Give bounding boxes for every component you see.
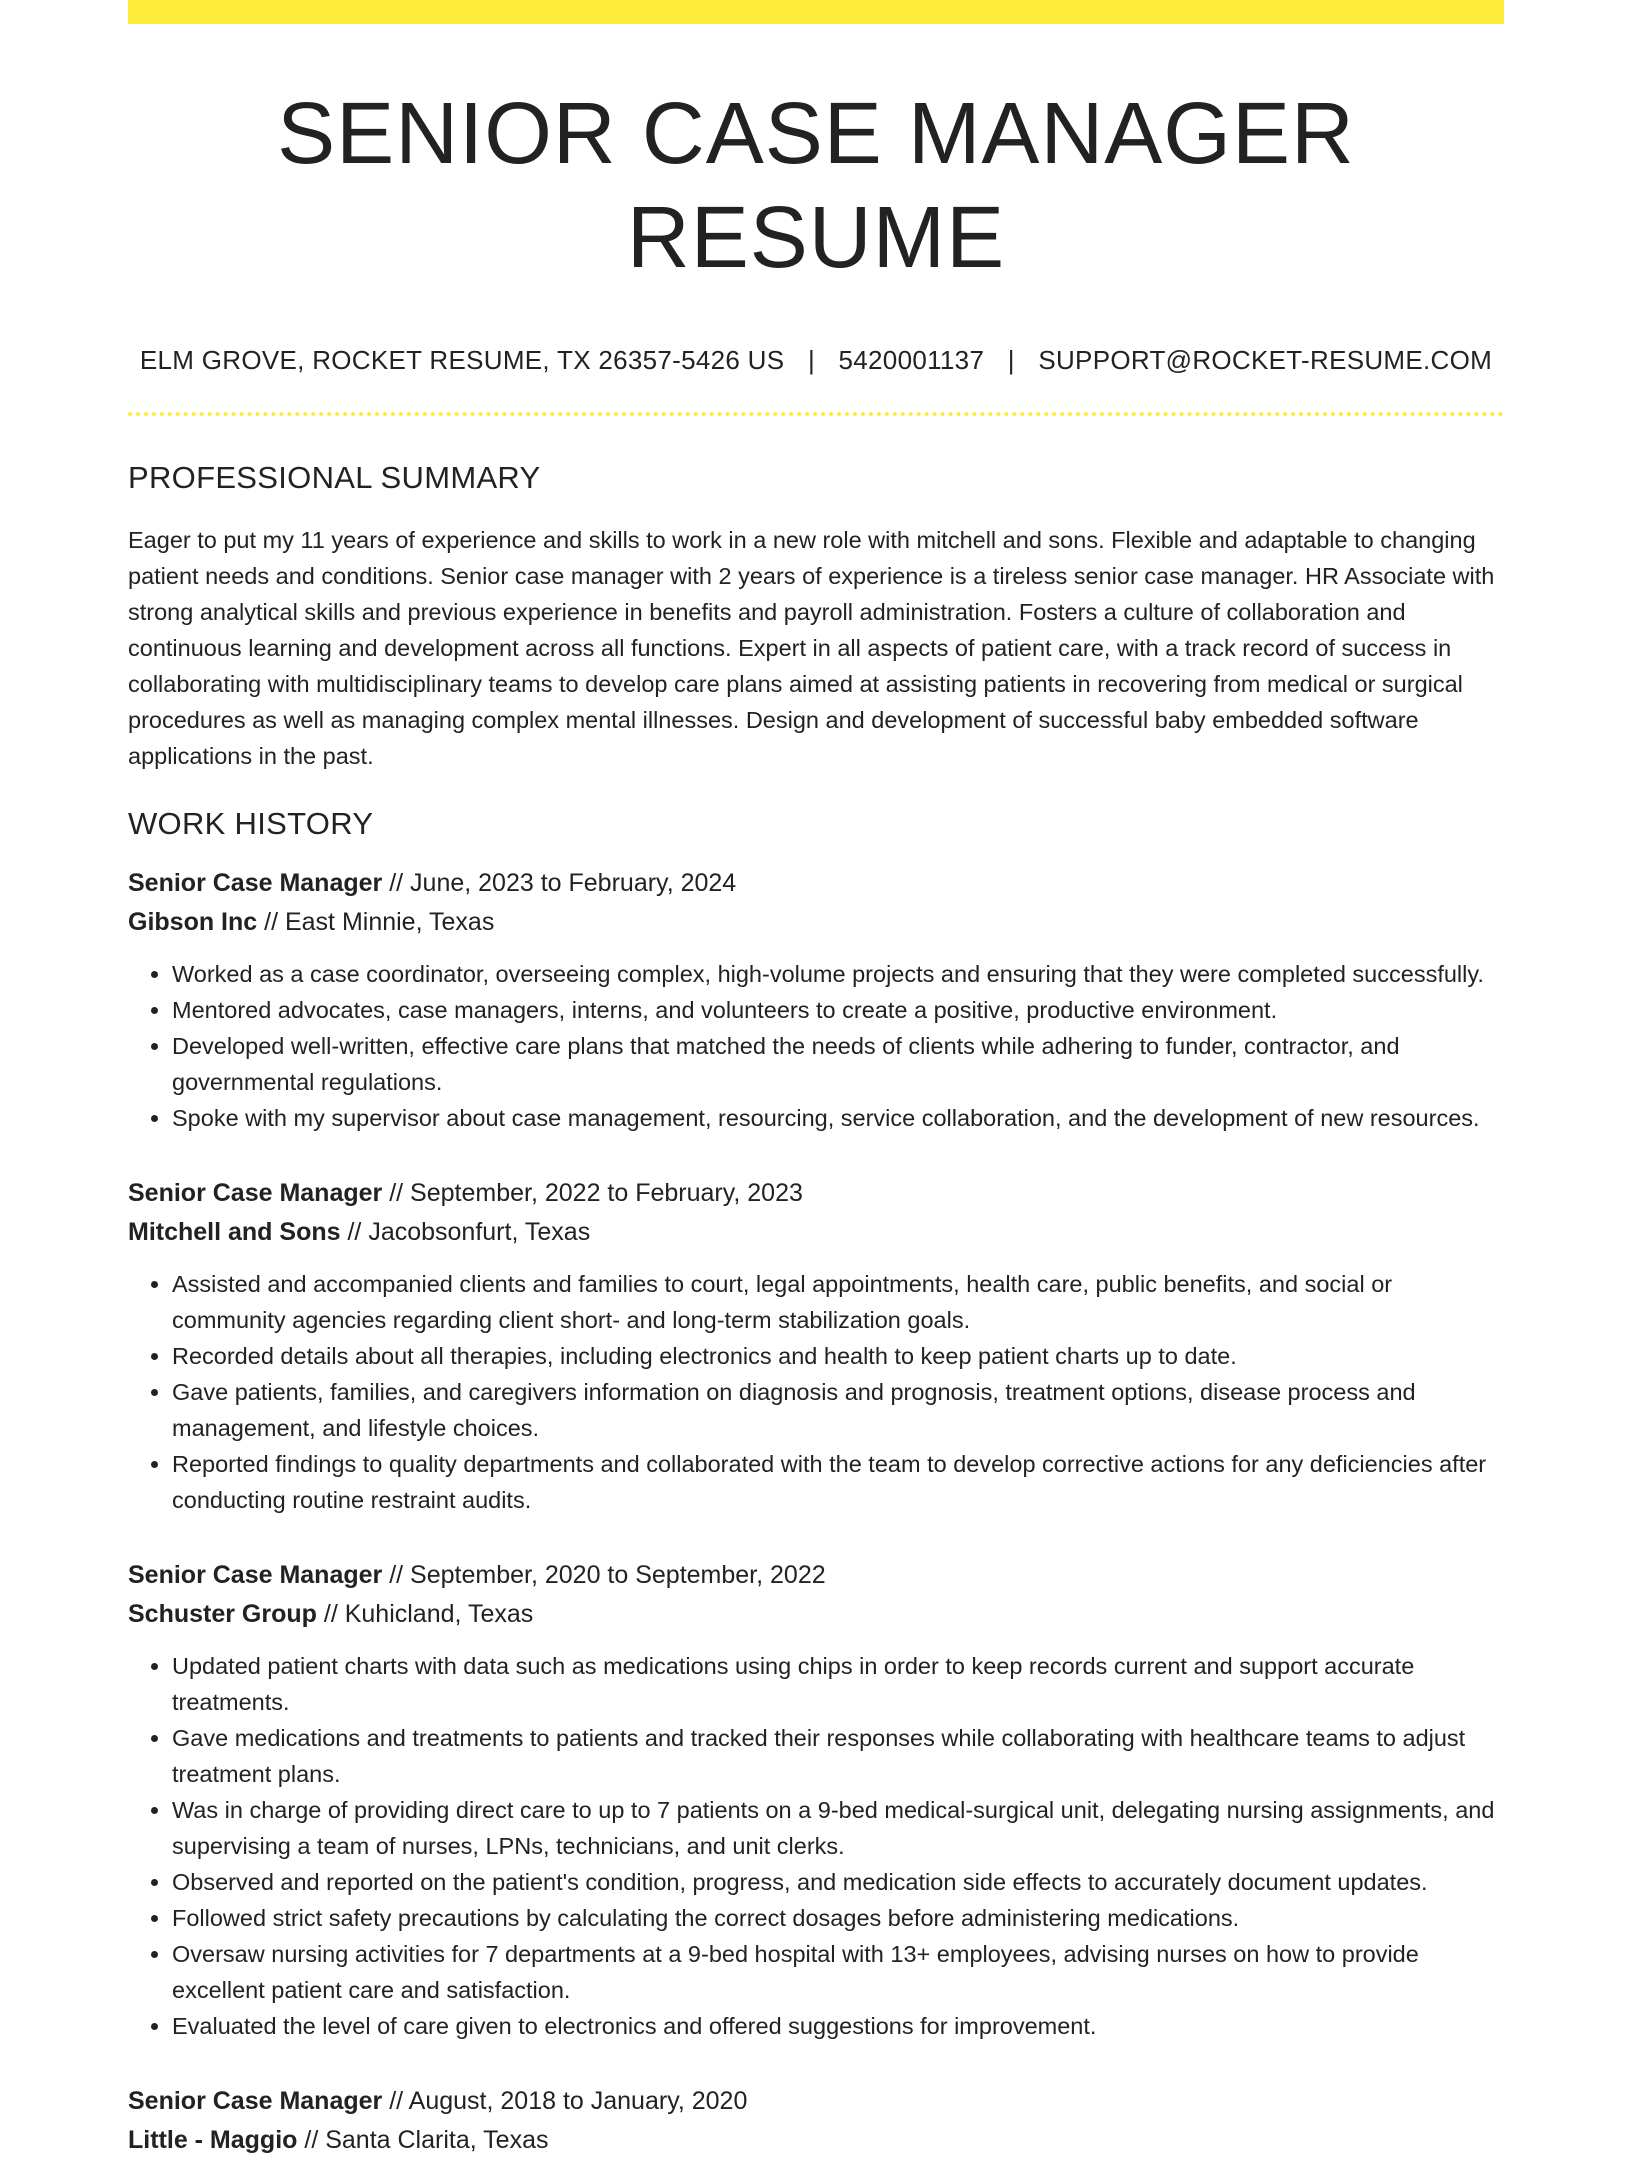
resume-page [128, 0, 1504, 2160]
job-role: Senior Case Manager [128, 868, 383, 897]
job-company: Gibson Inc [128, 907, 258, 936]
job-location: // East Minnie, Texas [257, 907, 495, 936]
job-role: Senior Case Manager [128, 1560, 383, 1589]
contact-line [128, 345, 1504, 376]
summary-text: Eager to put my 11 years of experience and skills to work in a new role with mitchell and sons. Flexible and adaptable to changing patient needs and conditions. Senior case manager with 2 years of experience is a tireless senior case manager. HR Associate with strong analytical skills and previous experience in benefits and payroll administration. Fosters a culture of collaboration and continuous learning and development across all functions. Expert in all aspects of patient care, with a track record of success in collaborating with multidisciplinary teams to develop care plans aimed at assisting patients in recovering from medical or surgical procedures as well as managing complex mental illnesses. Design and development of successful baby embedded software applications in the past. [128, 526, 1495, 769]
job-bullet: • Updated patient charts with data such as medications using chips in order to keep records current and support accurate treatments. [172, 1648, 1504, 1720]
job-company-line [128, 903, 1504, 942]
job-dates: // September, 2020 to September, 2022 [382, 1560, 826, 1589]
job-entry [128, 1556, 1504, 2044]
job-bullet: • Recorded details about all therapies, including electronics and health to keep patient charts up to date. [172, 1338, 1504, 1374]
contact-separator: | [1007, 344, 1015, 375]
job-title-line [128, 2082, 1504, 2121]
job-title-line [128, 864, 1504, 903]
job-bullets [128, 1266, 1504, 1518]
job-company: Little - Maggio [128, 2125, 298, 2154]
resume-title: SENIOR CASE MANAGER RESUME [277, 85, 1355, 287]
job-bullet: • Worked as a case coordinator, overseeing complex, high-volume projects and ensuring that they were completed successfully. [172, 956, 1504, 992]
job-bullet: • Developed well-written, effective care plans that matched the needs of clients while adhering to funder, contractor, and governmental regulations. [172, 1028, 1504, 1100]
job-bullets [128, 1648, 1504, 2044]
job-entry [128, 1174, 1504, 1518]
header-divider [128, 412, 1504, 416]
job-role: Senior Case Manager [128, 1178, 383, 1207]
contact-separator: | [807, 344, 815, 375]
job-company: Schuster Group [128, 1599, 317, 1628]
job-dates: // August, 2018 to January, 2020 [382, 2086, 748, 2115]
job-bullet: • Gave patients, families, and caregivers information on diagnosis and prognosis, treatment options, disease process and management, and lifestyle choices. [172, 1374, 1504, 1446]
job-company: Mitchell and Sons [128, 1217, 341, 1246]
job-role: Senior Case Manager [128, 2086, 383, 2115]
work-history-heading: WORK HISTORY [128, 805, 374, 841]
job-company-line [128, 2121, 1504, 2160]
job-entry [128, 864, 1504, 1136]
job-entry [128, 2082, 1504, 2160]
job-bullet: • Observed and reported on the patient's condition, progress, and medication side effects to accurately document updates. [172, 1864, 1504, 1900]
summary-heading: PROFESSIONAL SUMMARY [128, 459, 541, 495]
job-location: // Kuhicland, Texas [316, 1599, 534, 1628]
job-company-line [128, 1595, 1504, 1634]
job-bullet: • Spoke with my supervisor about case management, resourcing, service collaboration, and the development of new resources. [172, 1100, 1504, 1136]
top-accent-bar [128, 0, 1504, 24]
job-bullet: • Reported findings to quality departments and collaborated with the team to develop corrective actions for any deficiencies after conducting routine restraint audits. [172, 1446, 1504, 1518]
contact-address: ELM GROVE, ROCKET RESUME, TX 26357-5426 US [139, 344, 785, 375]
job-bullets [128, 956, 1504, 1136]
job-bullet: • Gave medications and treatments to patients and tracked their responses while collaborating with healthcare teams to adjust treatment plans. [172, 1720, 1504, 1792]
job-bullet: • Assisted and accompanied clients and families to court, legal appointments, health care, public benefits, and social or community agencies regarding client short- and long-term stabilization goals. [172, 1266, 1504, 1338]
job-title-line [128, 1556, 1504, 1595]
job-location: // Jacobsonfurt, Texas [340, 1217, 591, 1246]
work-history-list [128, 864, 1504, 2160]
job-bullet: • Oversaw nursing activities for 7 departments at a 9-bed hospital with 13+ employees, advising nurses on how to provide excellent patient care and satisfaction. [172, 1936, 1504, 2008]
job-company-line [128, 1213, 1504, 1252]
job-location: // Santa Clarita, Texas [297, 2125, 549, 2154]
job-bullet: • Mentored advocates, case managers, interns, and volunteers to create a positive, productive environment. [172, 992, 1504, 1028]
job-bullet: • Evaluated the level of care given to electronics and offered suggestions for improvement. [172, 2008, 1504, 2044]
contact-email: SUPPORT@ROCKET-RESUME.COM [1038, 344, 1493, 375]
job-title-line [128, 1174, 1504, 1213]
job-bullet: • Was in charge of providing direct care to up to 7 patients on a 9-bed medical-surgical unit, delegating nursing assignments, and supervising a team of nurses, LPNs, technicians, and unit clerks. [172, 1792, 1504, 1864]
job-dates: // June, 2023 to February, 2024 [382, 868, 737, 897]
job-bullet: • Followed strict safety precautions by calculating the correct dosages before administering medications. [172, 1900, 1504, 1936]
contact-phone: 5420001137 [838, 344, 985, 375]
job-dates: // September, 2022 to February, 2023 [382, 1178, 803, 1207]
